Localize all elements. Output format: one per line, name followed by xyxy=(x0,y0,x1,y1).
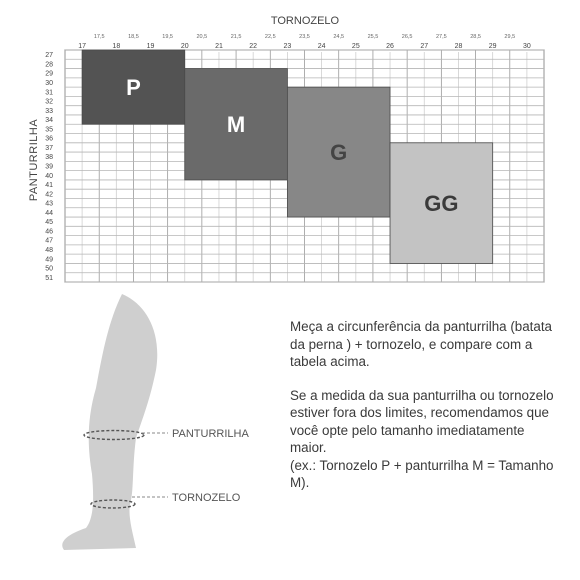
x-tick-label: 22 xyxy=(249,43,258,50)
y-tick-label: 31 xyxy=(45,89,53,97)
x-tick-label: 19 xyxy=(146,43,155,50)
x-tick-label: 26 xyxy=(386,43,394,50)
y-axis-title: PANTURRILHA xyxy=(28,118,40,202)
y-tick-label: 37 xyxy=(45,144,53,152)
y-tick-label: 39 xyxy=(45,163,53,171)
x-tick-label: 20 xyxy=(180,43,189,50)
x-half-tick-label: 29,5 xyxy=(504,34,516,40)
x-tick-label: 23 xyxy=(283,43,292,50)
y-tick-label: 30 xyxy=(45,79,53,87)
x-tick-label: 28 xyxy=(454,43,463,50)
y-tick-label: 27 xyxy=(45,52,53,60)
x-half-tick-label: 27,5 xyxy=(435,34,447,40)
x-tick-label: 21 xyxy=(215,43,223,50)
instructions xyxy=(290,318,562,508)
x-tick-label: 30 xyxy=(522,43,531,50)
x-half-tick-label: 26,5 xyxy=(401,34,413,40)
y-tick-label: 47 xyxy=(45,237,53,245)
x-half-tick-label: 19,5 xyxy=(162,34,174,40)
y-tick-label: 48 xyxy=(45,247,53,255)
y-tick-label: 49 xyxy=(45,256,53,264)
leg-figure xyxy=(50,292,280,562)
x-tick-label: 27 xyxy=(420,43,429,50)
y-tick-labels xyxy=(45,52,53,282)
y-tick-label: 50 xyxy=(45,265,53,273)
y-tick-label: 32 xyxy=(45,98,53,106)
instruction-example: (ex.: Tornozelo P + panturrilha M = Tamanho M). xyxy=(290,457,554,490)
size-label-p: P xyxy=(126,75,141,101)
leg-silhouette xyxy=(62,294,157,550)
y-tick-label: 35 xyxy=(45,126,53,134)
x-half-tick-label: 22,5 xyxy=(264,34,276,40)
ankle-label: TORNOZELO xyxy=(172,492,241,504)
calf-label: PANTURRILHA xyxy=(172,428,249,440)
x-half-tick-label: 23,5 xyxy=(299,34,310,40)
y-tick-label: 51 xyxy=(45,274,53,282)
x-half-tick-label: 17,5 xyxy=(93,34,105,40)
x-half-tick-label: 20,5 xyxy=(196,34,208,40)
y-tick-label: 34 xyxy=(45,117,53,125)
x-half-tick-label: 18,5 xyxy=(128,34,139,40)
y-tick-label: 29 xyxy=(45,70,53,78)
x-half-tick-label: 25,5 xyxy=(367,34,379,40)
y-tick-label: 28 xyxy=(45,61,53,69)
x-tick-label: 18 xyxy=(112,43,121,50)
x-tick-label: 17 xyxy=(78,43,87,50)
x-tick-labels xyxy=(78,34,531,50)
size-label-gg: GG xyxy=(424,191,459,217)
size-label-m: M xyxy=(226,112,246,138)
y-tick-label: 41 xyxy=(45,182,53,190)
y-tick-label: 45 xyxy=(45,219,53,227)
y-tick-label: 33 xyxy=(45,107,53,115)
x-half-tick-label: 28,5 xyxy=(470,34,481,40)
x-half-tick-label: 21,5 xyxy=(230,34,242,40)
x-half-tick-label: 24,5 xyxy=(333,34,345,40)
y-tick-label: 36 xyxy=(45,135,53,143)
y-tick-label: 46 xyxy=(45,228,53,236)
x-tick-label: 24 xyxy=(317,43,326,50)
y-tick-label: 38 xyxy=(45,154,53,162)
y-tick-label: 44 xyxy=(45,209,53,217)
y-tick-label: 40 xyxy=(45,172,53,180)
instruction-measure: Meça a circunferência da panturrilha (batata da perna ) + tornozelo, e compare com a tabela acima. xyxy=(290,319,553,369)
y-tick-label: 43 xyxy=(45,200,53,208)
x-axis-title: TORNOZELO xyxy=(270,15,340,27)
size-label-g: G xyxy=(330,140,348,166)
x-tick-label: 25 xyxy=(351,43,360,50)
instruction-out-of-range: Se a medida da sua panturrilha ou tornozelo estiver fora dos limites, recomendamos que você opte pelo tamanho imediatamente maior. xyxy=(290,387,554,455)
x-tick-label: 29 xyxy=(488,43,497,50)
y-tick-label: 42 xyxy=(45,191,53,199)
